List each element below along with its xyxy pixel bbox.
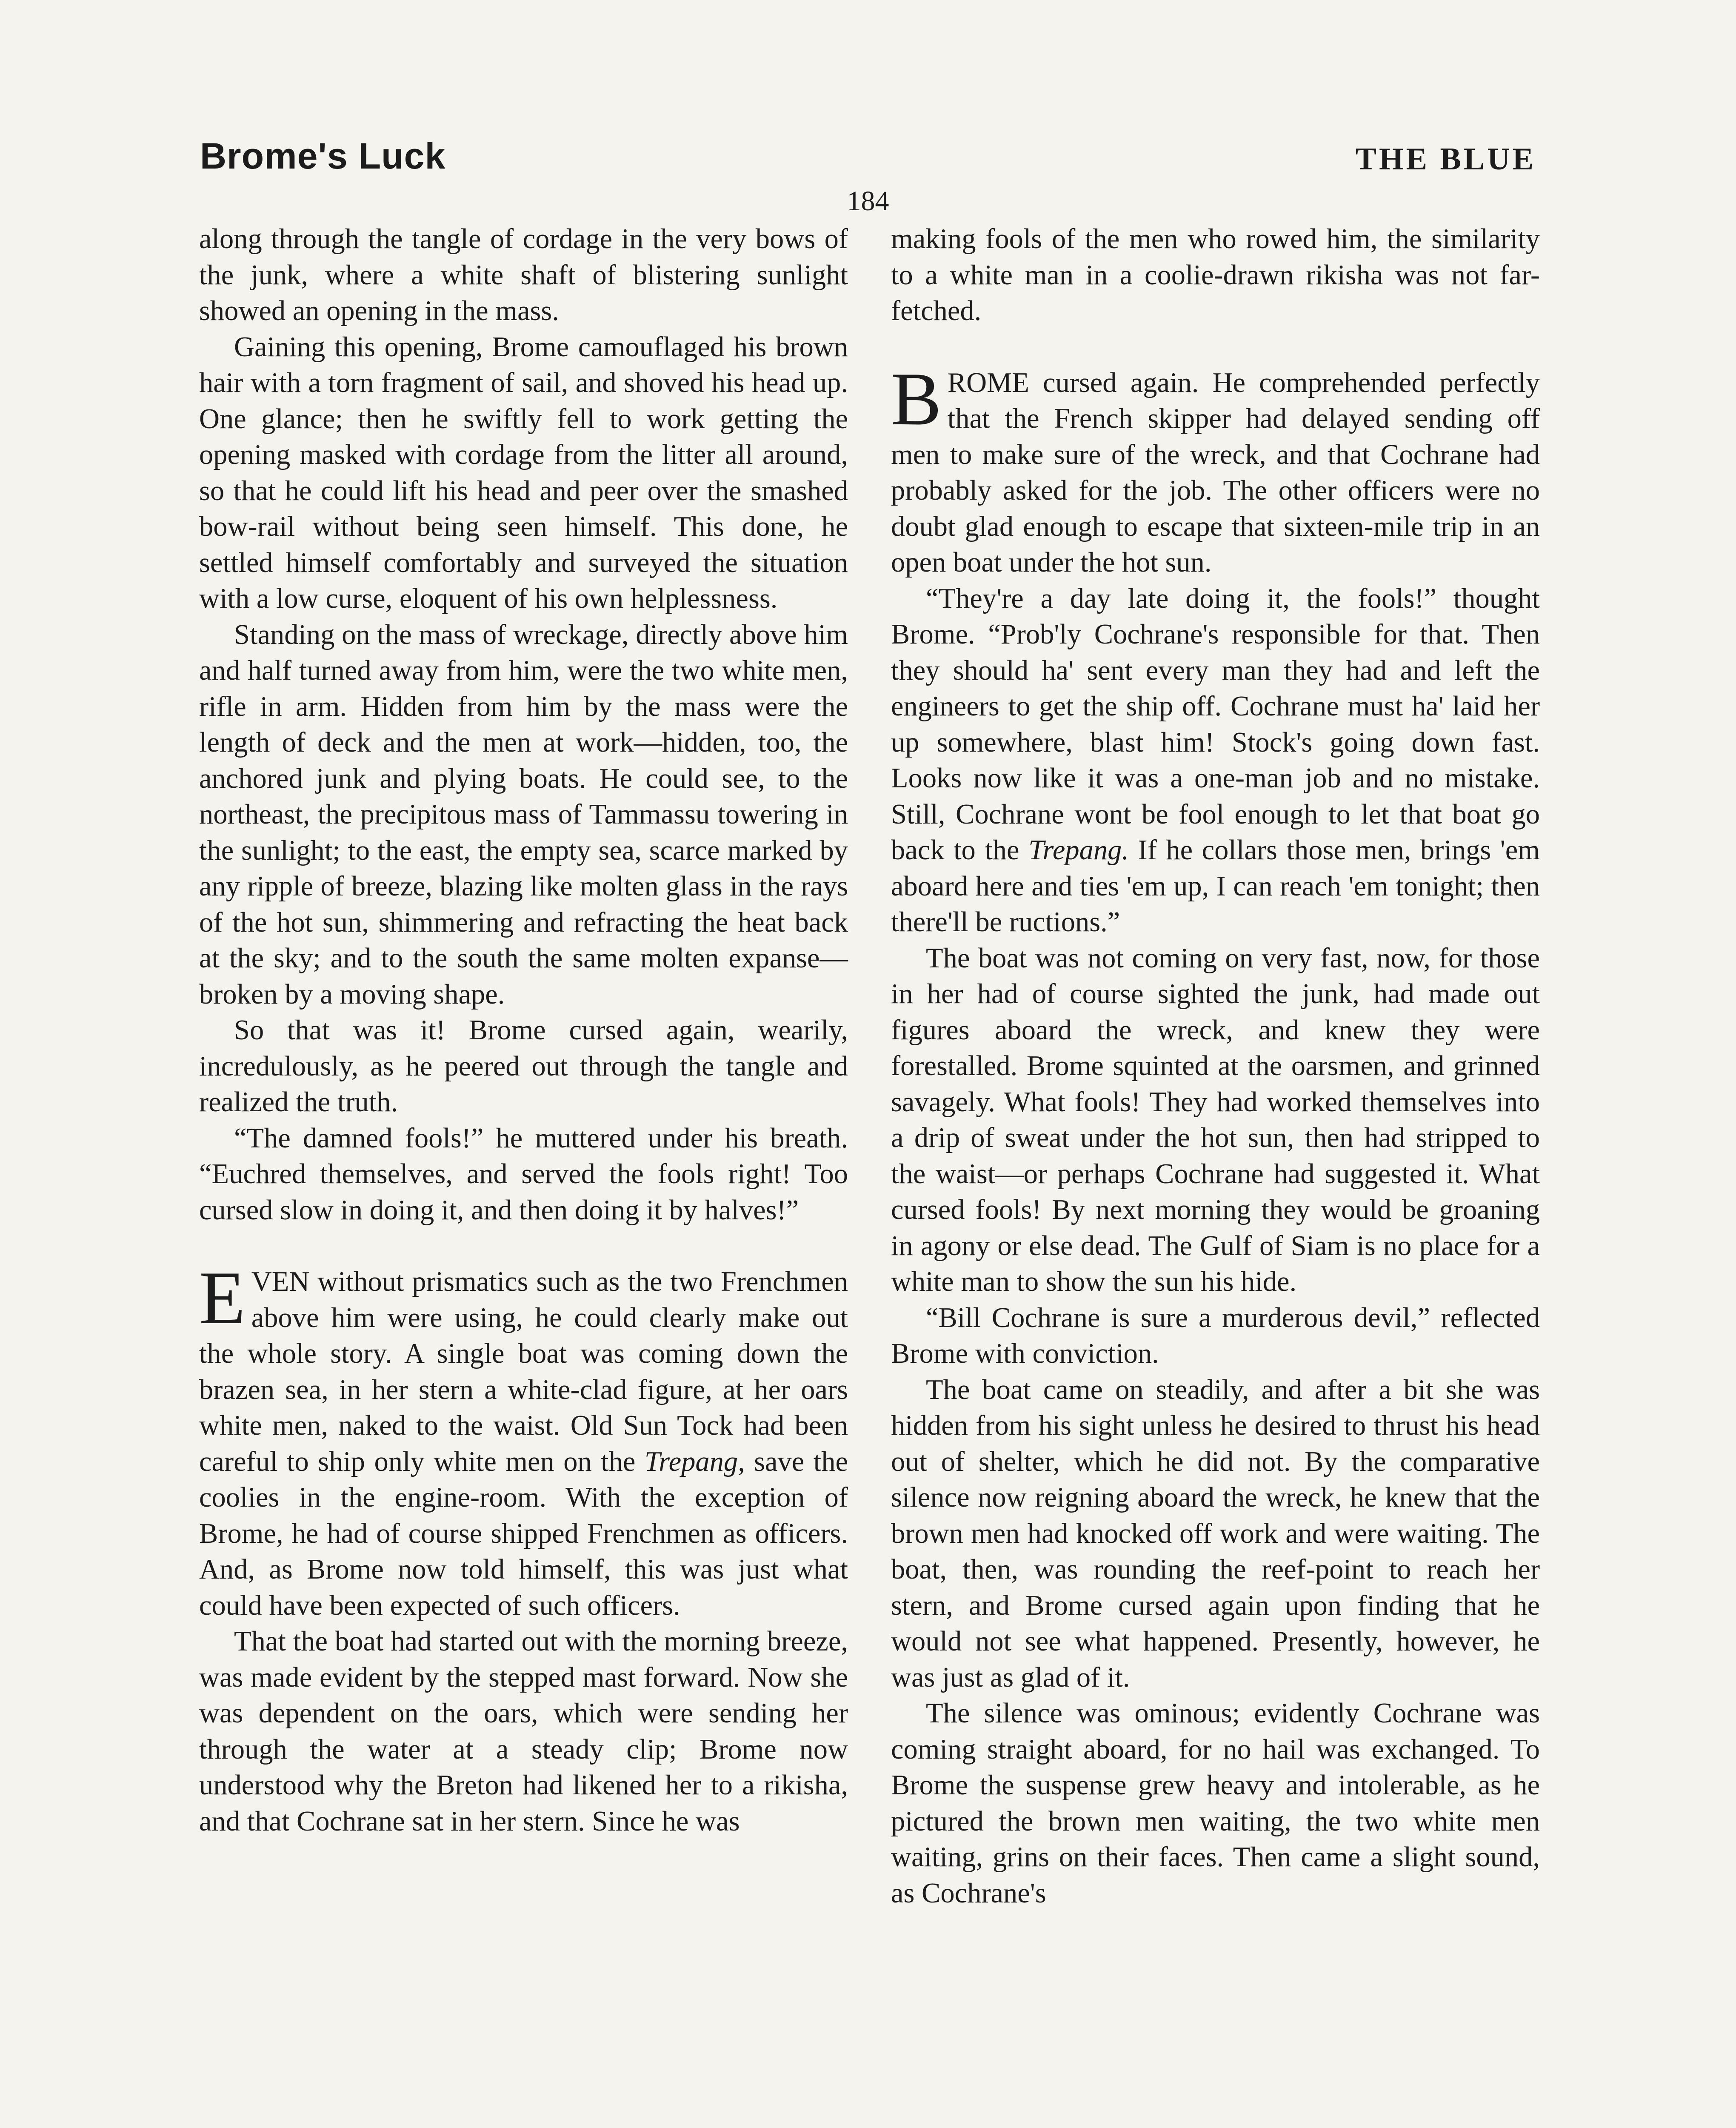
paragraph bbox=[891, 581, 1540, 941]
paragraph-text: “They're a day late doing it, the fools!” thought Brome. “Prob'ly Cochrane's responsible for that. Then they should ha' sent every man they had and left the engineers to get the ship off. Cochrane must ha' laid her up somewhere, blast him! Stock's going down fast. Looks now like it was a one-man job and no mistake. Still, Cochrane wont be fool enough to let that boat go back to the bbox=[891, 583, 1540, 866]
magazine-title: THE BLUE bbox=[1355, 142, 1536, 177]
paragraph-text: VEN without prismatics such as the two Frenchmen above him were using, he could clearly make out the whole story. A single boat was coming down the brazen sea, in her stern a white-clad figure, at her oars white men, naked to the waist. Old Sun Tock had been careful to ship only white men on the bbox=[199, 1266, 848, 1477]
paragraph: That the boat had started out with the morning breeze, was made evident by the stepped mast forward. Now she was dependent on the oars, which were sending her through the water at a steady clip; Brome now understood why the Breton had likened her to a rikisha, and that Cochrane sat in her stern. Since he was bbox=[199, 1626, 848, 1837]
paragraph: The boat was not coming on very fast, now, for those in her had of course sighted the junk, had made out figures aboard the wreck, and knew they were forestalled. Brome squinted at the oarsmen, and grinned savagely. What fools! They had worked themselves into a drip of sweat under the hot sun, then had stripped to the waist—or perhaps Cochrane had suggested it. What cursed fools! By next morning they would be groaning in agony or else dead. The Gulf of Siam is no place for a white man to show the sun his hide. bbox=[891, 942, 1540, 1297]
section-paragraph bbox=[891, 356, 1540, 581]
story-title: Brome's Luck bbox=[200, 136, 446, 177]
paragraph: The silence was ominous; evidently Cochrane was coming straight aboard, for no hail was exchanged. To Brome the suspense grew heavy and intolerable, as he pictured the brown men waiting, the two white men waiting, grins on their faces. Then came a slight sound, as Cochrane's bbox=[891, 1698, 1540, 1909]
section-paragraph bbox=[199, 1256, 848, 1624]
ship-name: Trepang, bbox=[644, 1446, 745, 1477]
paragraph-text: save the coolies in the engine-room. With the exception of Brome, he had of course shipped Frenchmen as officers. And, as Brome now told himself, this was just what could have been expected of such officers. bbox=[199, 1446, 848, 1621]
paragraph: along through the tangle of cordage in the very bows of the junk, where a white shaft of blistering sunlight showed an opening in the mass. bbox=[199, 223, 848, 326]
paragraph: “Bill Cochrane is sure a murderous devil,” reflected Brome with conviction. bbox=[891, 1302, 1540, 1369]
page-number: 184 bbox=[847, 186, 889, 217]
paragraph-text: ROME cursed again. He comprehended perfectly that the French skipper had delayed sending off men to make sure of the wreck, and that Cochrane had probably asked for the job. The other officers were no doubt glad enough to escape that sixteen-mile trip in an open boat under the hot sun. bbox=[891, 367, 1540, 578]
paragraph: The boat came on steadily, and after a bit she was hidden from his sight unless he desired to thrust his head out of shelter, which he did not. By the comparative silence now reigning aboard the wreck, he knew that the brown men had knocked off work and were waiting. The boat, then, was rounding the reef-point to reach her stern, and Brome cursed again upon finding that he would not see what happened. Presently, however, he was just as glad of it. bbox=[891, 1374, 1540, 1693]
left-column bbox=[199, 221, 848, 1839]
paragraph: making fools of the men who rowed him, the similarity to a white man in a coolie-drawn rikisha was not far-fetched. bbox=[891, 223, 1540, 326]
paragraph: Gaining this opening, Brome camouflaged his brown hair with a torn fragment of sail, and shoved his head up. One glance; then he swiftly fell to work getting the opening masked with cordage from the litter all around, so that he could lift his head and peer over the smashed bow-rail without being seen himself. This done, he settled himself comfortably and surveyed the situation with a low curse, eloquent of his own helplessness. bbox=[199, 331, 848, 614]
paragraph: Standing on the mass of wreckage, directly above him and half turned away from him, were the two white men, rifle in arm. Hidden from him by the mass were the length of deck and the men at work—hidden, too, the anchored junk and plying boats. He could see, to the northeast, the precipitous mass of Tammassu towering in the sunlight; to the east, the empty sea, scarce marked by any ripple of breeze, blazing like molten glass in the rays of the hot sun, shimmering and refracting the heat back at the sky; and to the south the same molten expanse—broken by a moving shape. bbox=[199, 619, 848, 1010]
paragraph: “The damned fools!” he muttered under his breath. “Euchred themselves, and served the fools right! Too cursed slow in doing it, and then doing it by halves!” bbox=[199, 1122, 848, 1226]
paragraph-text: If he collars those men, brings 'em aboard here and ties 'em up, I can reach 'em tonight; then there'll be ructions.” bbox=[891, 835, 1540, 938]
ship-name: Trepang. bbox=[1028, 835, 1129, 866]
paragraph: So that was it! Brome cursed again, wearily, incredulously, as he peered out through the tangle and realized the truth. bbox=[199, 1015, 848, 1118]
drop-cap: B bbox=[891, 356, 942, 441]
right-column bbox=[891, 221, 1540, 1911]
drop-cap: E bbox=[199, 1256, 246, 1340]
